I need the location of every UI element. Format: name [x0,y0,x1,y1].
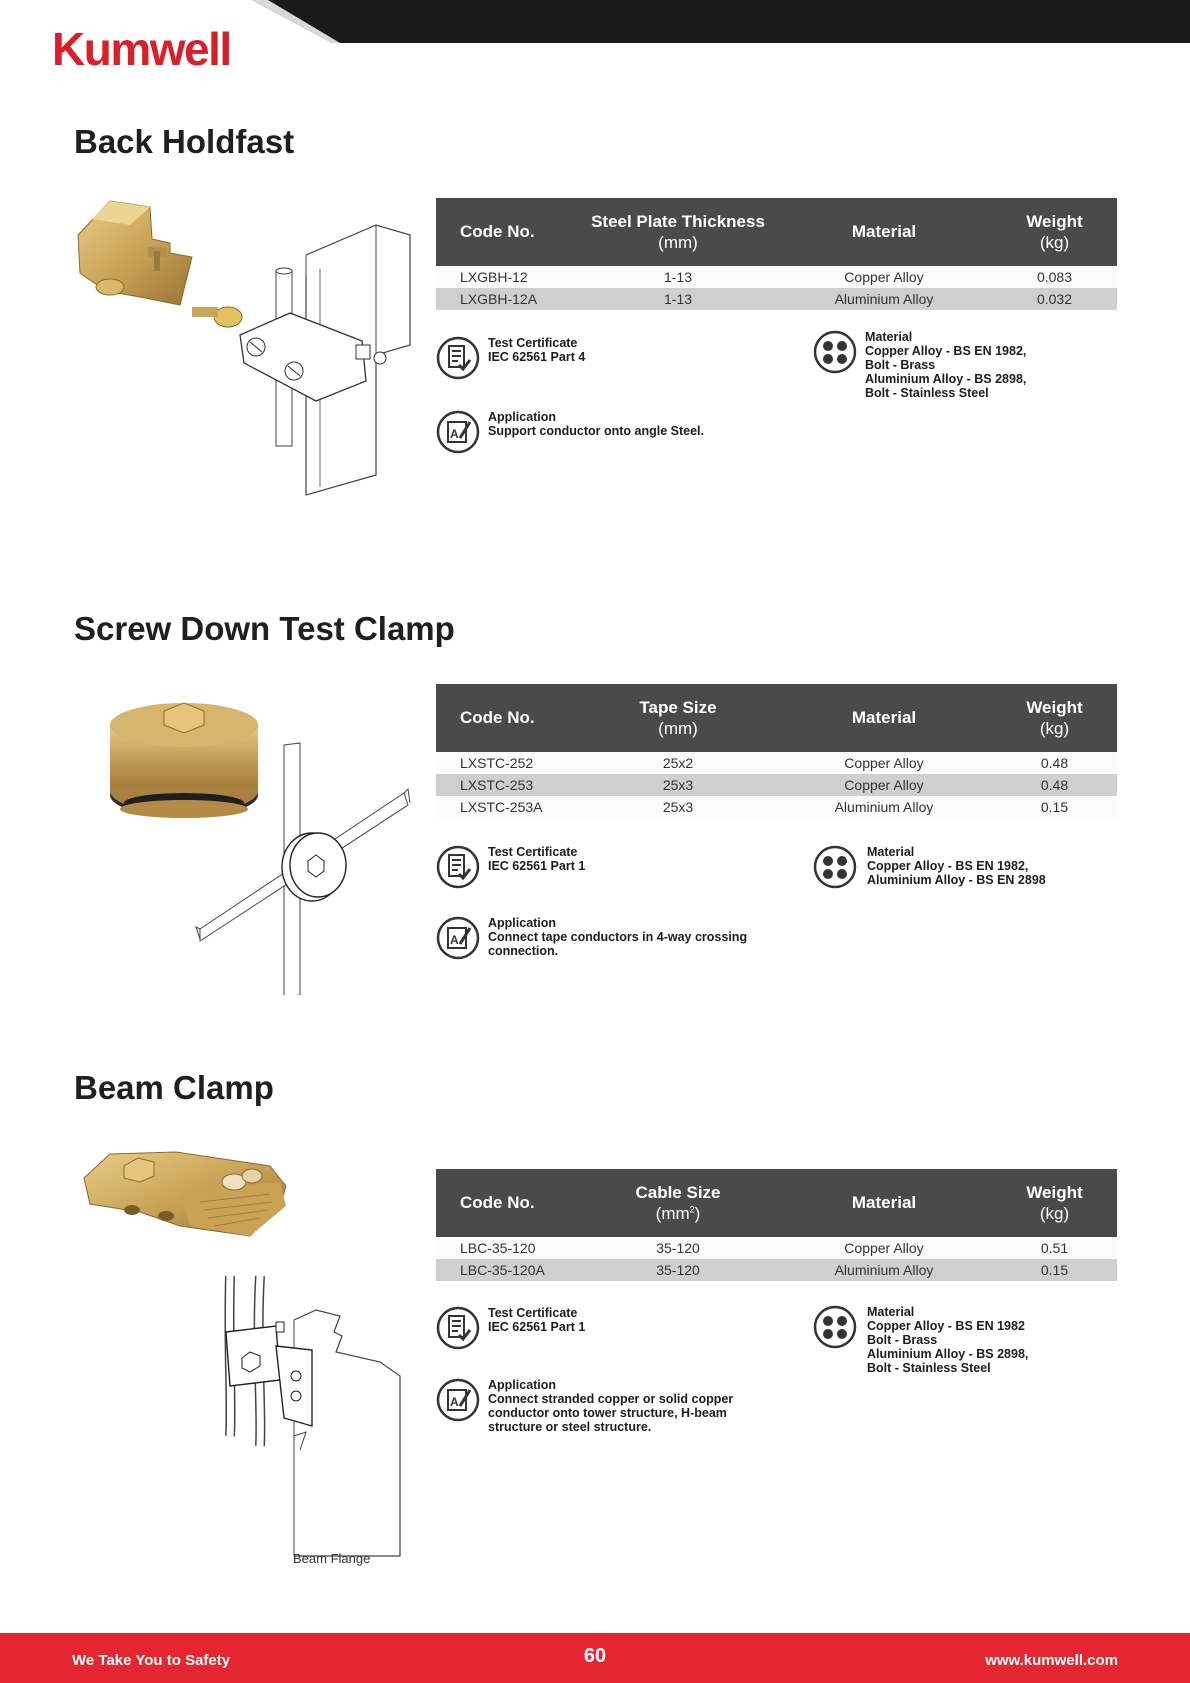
application-pen-icon [436,410,480,454]
application-block: A Application Connect stranded copper or solid copper conductor onto tower structure, H-beam structure or steel structure. [436,1378,733,1434]
material-dots-icon [813,1305,857,1349]
material-dots-icon [813,845,857,889]
col-header-size: Cable Size $(mm^2)$ [580,1169,776,1237]
material-block: Material Copper Alloy - BS EN 1982, Bolt - Brass Aluminium Alloy - BS 2898, Bolt - Stainless Steel [813,330,1026,400]
product-title: Beam Clamp [74,1069,274,1106]
material-block: Material Copper Alloy - BS EN 1982, Aluminium Alloy - BS EN 2898 [813,845,1046,889]
table-header-row [436,684,1117,752]
col-header-material: Material [776,684,992,752]
certificate-checklist-icon [436,1306,480,1350]
spec-table [436,1169,1117,1281]
test-certificate-block: Test Certificate IEC 62561 Part 4 [436,336,585,380]
svg-text:A: A [450,427,459,441]
col-header-material: Material [776,1169,992,1237]
col-header-weight: Weight (kg) [992,1169,1117,1237]
certificate-checklist-icon [436,336,480,380]
material-dots-icon [813,330,857,374]
svg-text:A: A [450,933,459,947]
application-pen-icon [436,1378,480,1422]
test-certificate-block: Test Certificate IEC 62561 Part 1 [436,845,585,889]
col-header-size: Steel Plate Thickness (mm) [580,198,776,266]
table-row: LBC-35-120A 35-120 Aluminium Alloy 0.15 [436,1259,1117,1281]
drawing-caption: Beam Flange [293,1551,371,1566]
brand-logo: Kumwell [52,23,231,75]
col-header-material: Material [776,198,992,266]
table-row: LXSTC-252 25x2 Copper Alloy 0.48 [436,752,1117,774]
table-header-row [436,198,1117,266]
application-pen-icon [436,916,480,960]
table-row: LXSTC-253A 25x3 Aluminium Alloy 0.15 [436,796,1117,818]
col-header-code: Code No. [436,684,580,752]
screw-down-test-clamp-image [104,695,414,995]
table-row: LBC-35-120 35-120 Copper Alloy 0.51 [436,1237,1117,1259]
footer-website-link[interactable]: www.kumwell.com [985,1652,1118,1669]
svg-text:A: A [450,1395,459,1409]
application-block: A Application Connect tape conductors in 4-way crossing connection. [436,916,747,960]
application-block: A Application Support conductor onto angle Steel. [436,410,704,454]
beam-clamp-image [80,1146,410,1566]
material-block: Material Copper Alloy - BS EN 1982 Bolt - Brass Aluminium Alloy - BS 2898, Bolt - Stainless Steel [813,1305,1028,1375]
page-number: 60 [583,1645,607,1667]
certificate-checklist-icon [436,845,480,889]
product-title: Back Holdfast [74,123,295,160]
table-header-row [436,1169,1117,1237]
col-header-weight: Weight (kg) [992,198,1117,266]
table-row: LXSTC-253 25x3 Copper Alloy 0.48 [436,774,1117,796]
test-certificate-block: Test Certificate IEC 62561 Part 1 [436,1306,585,1350]
spec-table [436,198,1117,310]
col-header-code: Code No. [436,198,580,266]
footer-bar [0,1633,1190,1683]
spec-table [436,684,1117,818]
footer-tagline: We Take You to Safety [72,1652,231,1669]
back-holdfast-image [70,195,415,510]
product-title: Screw Down Test Clamp [74,610,455,647]
col-header-weight: Weight (kg) [992,684,1117,752]
col-header-code: Code No. [436,1169,580,1237]
table-row: LXGBH-12 1-13 Copper Alloy 0.083 [436,266,1117,288]
col-header-size: Tape Size (mm) [580,684,776,752]
table-row: LXGBH-12A 1-13 Aluminium Alloy 0.032 [436,288,1117,310]
